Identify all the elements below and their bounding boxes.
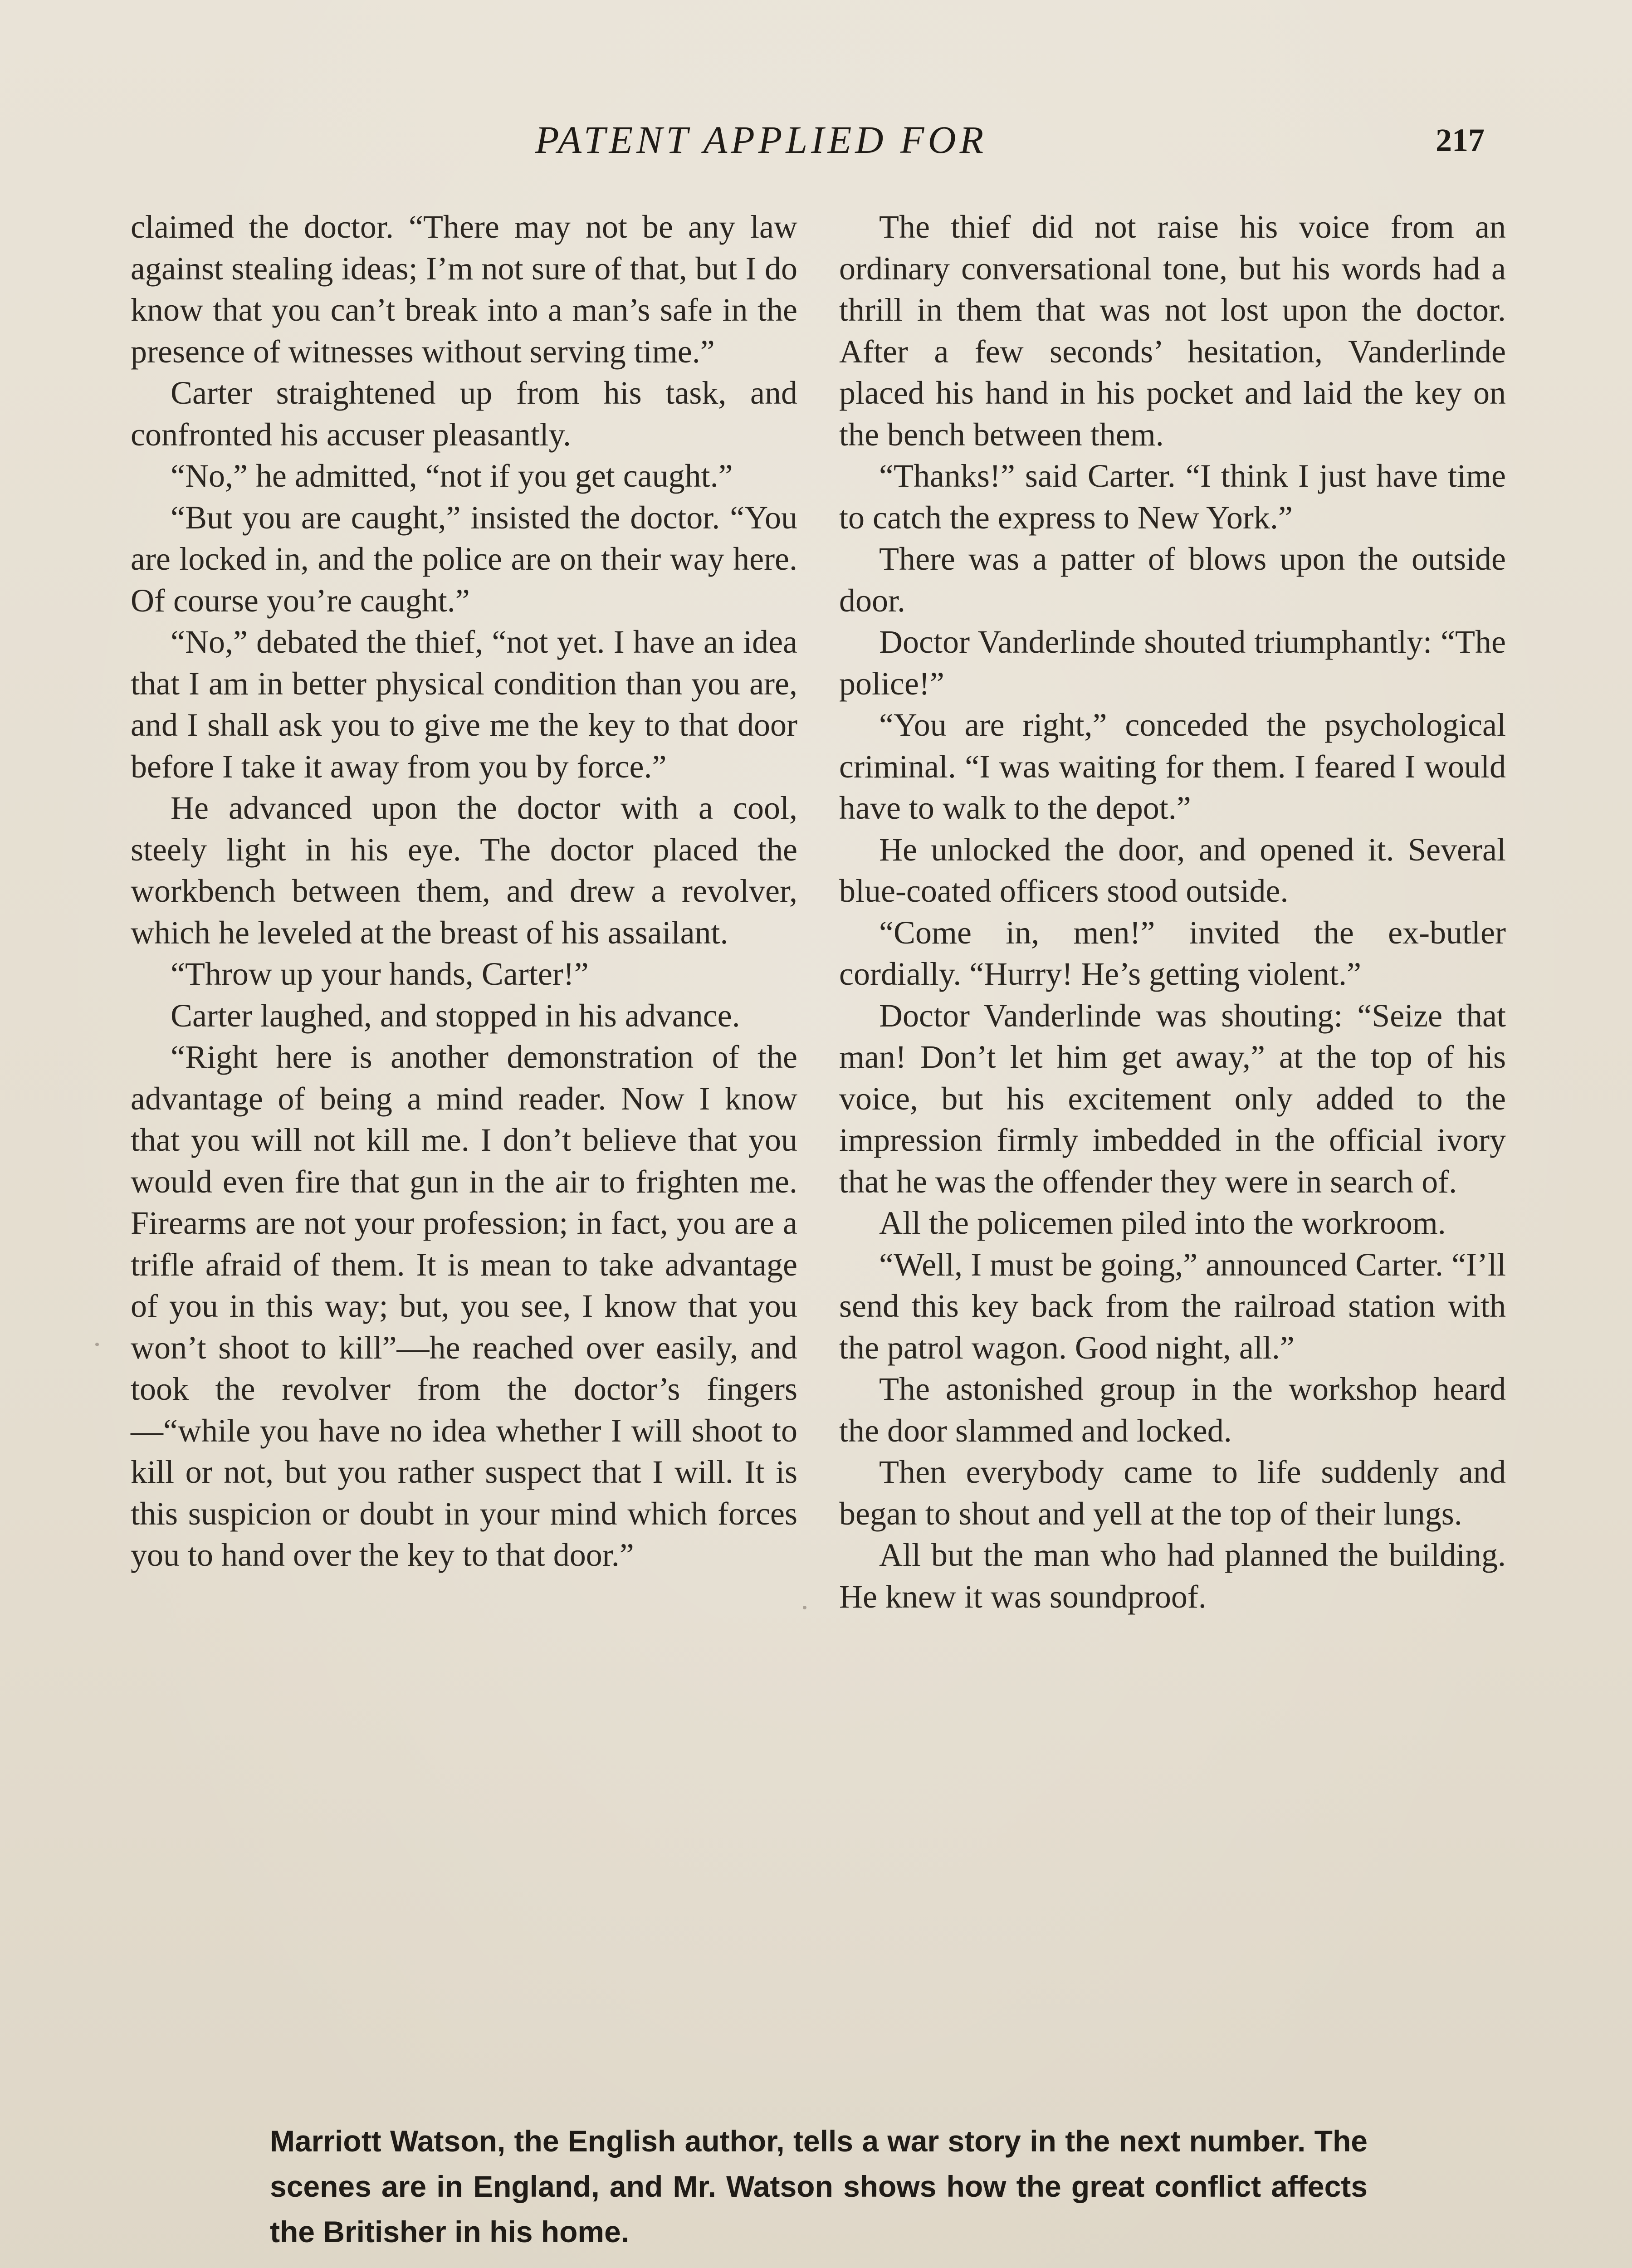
paragraph: “Right here is another demonstration of the advantage of being a mind reader. Now I know that you will not kill me. I don’t believe that you would even fire that gun in the air to frighten me. Firearms are not your profession; in fact, you are a trifle afraid of them. It is mean to take advantage of you in this way; but, you see, I know that you won’t shoot to kill”—he reached over easily, and took the revolver from the doctor’s fingers—“while you have no idea whether I will shoot to kill or not, but you rather suspect that I will. It is this suspicion or doubt in your mind which forces you to hand over the key to that door.”	[131, 1039, 797, 1573]
running-title: PATENT APPLIED FOR	[535, 118, 987, 161]
running-head	[0, 117, 1632, 167]
paragraph: “Come in, men!” invited the ex-butler cordially. “Hurry! He’s getting violent.”	[839, 914, 1506, 992]
next-issue-note: Marriott Watson, the English author, tells a war story in the next number. The scenes are in England, and Mr. Watson shows how the great conflict affects the Britisher in his home.	[270, 2124, 1368, 2248]
left-text-column	[131, 206, 797, 1576]
paper-speck	[95, 1343, 99, 1346]
paragraph: Carter laughed, and stopped in his advance.	[171, 997, 740, 1034]
paragraph: “Throw up your hands, Carter!”	[171, 956, 589, 992]
paragraph: All but the man who had planned the building. He knew it was soundproof.	[839, 1537, 1506, 1615]
paragraph: “Thanks!” said Carter. “I think I just have time to catch the express to New York.”	[839, 458, 1506, 536]
paragraph: Doctor Vanderlinde shouted triumphantly: “The police!”	[839, 624, 1506, 702]
paragraph: All the policemen piled into the workroom.	[879, 1205, 1446, 1241]
paragraph: “No,” he admitted, “not if you get caught.”	[171, 458, 733, 494]
paragraph: “Well, I must be going,” announced Carter. “I’ll send this key back from the railroad station with the patrol wagon. Good night, all.”	[839, 1246, 1506, 1366]
paragraph: “But you are caught,” insisted the doctor. “You are locked in, and the police are on their way here. Of course you’re caught.”	[131, 499, 797, 619]
paragraph: “No,” debated the thief, “not yet. I have an idea that I am in better physical condition than you are, and I shall ask you to give me the key to that door before I take it away from you by force.”	[131, 624, 797, 785]
paragraph: “You are right,” conceded the psychological criminal. “I was waiting for them. I feared I would have to walk to the depot.”	[839, 707, 1506, 826]
paragraph: Then everybody came to life suddenly and began to shout and yell at the top of their lungs.	[839, 1454, 1506, 1532]
paragraph: He unlocked the door, and opened it. Several blue-coated officers stood outside.	[839, 831, 1506, 909]
paper-speck	[803, 1606, 806, 1609]
paragraph: claimed the doctor. “There may not be any law against stealing ideas; I’m not sure of that, but I do know that you can’t break into a man’s safe in the presence of witnesses without serving time.”	[131, 209, 797, 370]
right-text-column	[839, 206, 1506, 1618]
paragraph: He advanced upon the doctor with a cool, steely light in his eye. The doctor placed the workbench between them, and drew a revolver, which he leveled at the breast of his assailant.	[131, 790, 797, 951]
paragraph: The thief did not raise his voice from an ordinary conversational tone, but his words had a thrill in them that was not lost upon the doctor. After a few seconds’ hesitation, Vanderlinde placed his hand in his pocket and laid the key on the bench between them.	[839, 209, 1506, 453]
page-number: 217	[1436, 122, 1485, 158]
paragraph: There was a patter of blows upon the outside door.	[839, 541, 1506, 619]
paragraph: Carter straightened up from his task, and confronted his accuser pleasantly.	[131, 375, 797, 453]
paragraph: The astonished group in the workshop heard the door slammed and locked.	[839, 1371, 1506, 1449]
paragraph: Doctor Vanderlinde was shouting: “Seize that man! Don’t let him get away,” at the top of his voice, but his excitement only added to the impression firmly imbedded in the official ivory that he was the offender they were in search of.	[839, 997, 1506, 1200]
